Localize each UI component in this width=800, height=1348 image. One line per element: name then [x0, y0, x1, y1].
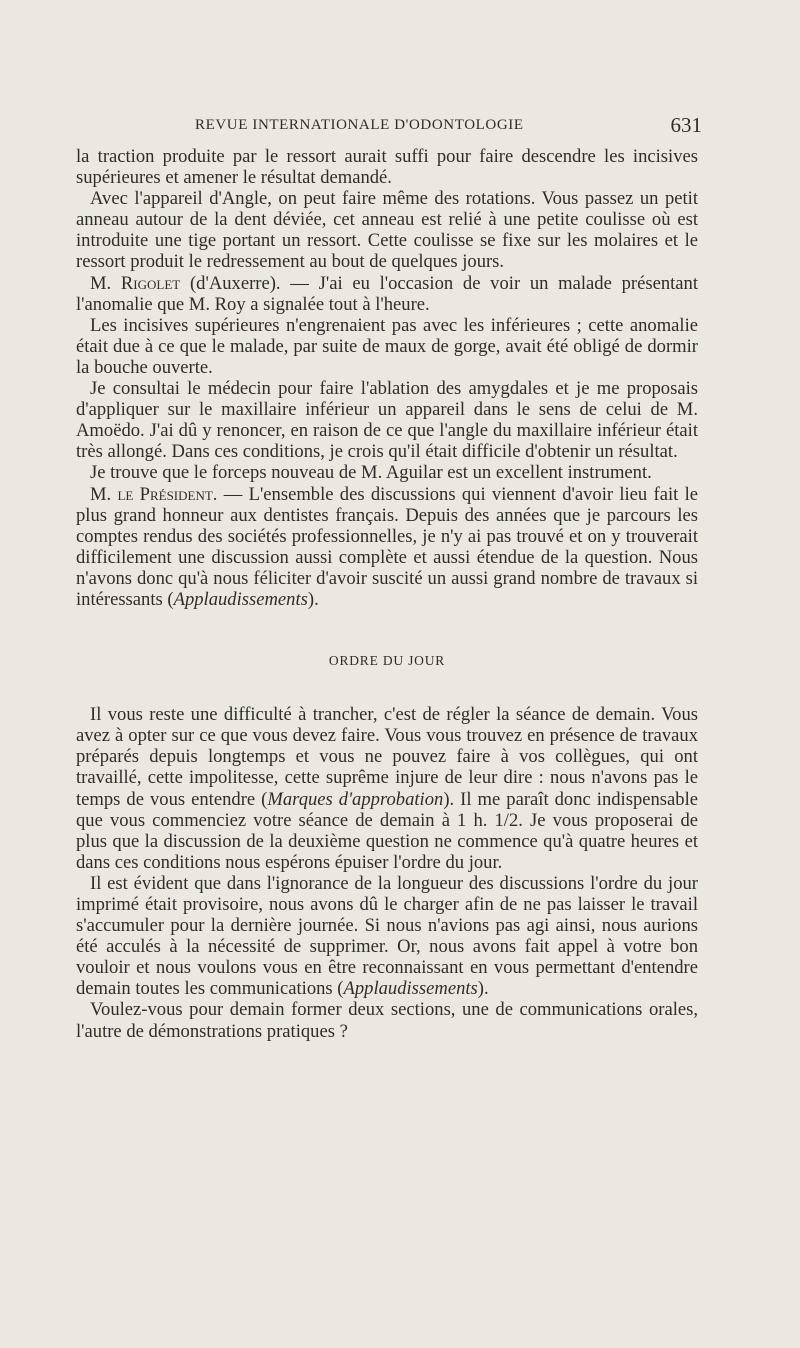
paragraph: M. Rigolet (d'Auxerre). — J'ai eu l'occasion de voir un malade présentant l'anomalie que M. Roy a signalée tout à l'heure.	[76, 272, 698, 315]
stage-direction: Applaudissements	[173, 588, 308, 610]
stage-direction: Marques d'approbation	[267, 788, 444, 810]
running-header	[195, 113, 710, 139]
section-heading: ORDRE DU JOUR	[328, 653, 446, 669]
paragraph: Il vous reste une difficulté à trancher, c'est de régler la séance de demain. Vous avez à opter sur ce que vous devez faire. Vous vous trouvez en présence de travaux préparés depuis longtemps et vous ne pouvez faire à vos collègues, qui ont travaillé, cette impolitesse, cette suprême injure de leur dire : nous n'avons pas le temps de vous entendre (Marques d'approbation). Il me paraît donc indispensable que vous commenciez votre séance de demain à 1 h. 1/2. Je vous proposerai de plus que la discussion de la deuxième question ne commence qu'à quatre heures et dans ces conditions nous espérons épuiser l'ordre du jour.	[76, 704, 699, 873]
page-number: 631	[670, 113, 702, 137]
paragraph: Je trouve que le forceps nouveau de M. Aguilar est un excellent instrument.	[90, 462, 652, 484]
paragraph: Il est évident que dans l'ignorance de la longueur des discussions l'ordre du jour imprimé était provisoire, nous avons dû le charger afin de ne pas laisser le travail s'accumuler pour la dernière journée. Si nous n'avions pas agi ainsi, nous aurions été acculés à la nécessité de supprimer. Or, nous avons fait appel à votre bon vouloir et nous voulons vous en être reconnaissant en vous permettant d'entendre demain toutes les communications (Applaudissements).	[76, 872, 698, 1000]
paragraph: Les incisives supérieures n'engrenaient pas avec les inférieures ; cette anomalie était due à ce que le malade, par suite de maux de gorge, avait été obligé de dormir la bouche ouverte.	[76, 314, 698, 378]
speaker-name: M. Rigolet	[90, 272, 181, 294]
paragraph: M. le Président. — L'ensemble des discussions qui viennent d'avoir lieu fait le plus grand honneur aux dentistes français. Depuis des années que je parcours les comptes rendus des sociétés professionnelles, je n'y ai pas trouvé et on y trouverait difficilement une discussion aussi complète et aussi étendue de la question. Nous n'avons donc qu'à nous féliciter d'avoir suscité un aussi grand nombre de travaux si intéressants (Applaudissements).	[76, 483, 698, 610]
body-text	[76, 146, 698, 1042]
paragraph: Je consultai le médecin pour faire l'ablation des amygdales et je me proposais d'appliquer sur le maxillaire inférieur un appareil dans le sens de celui de M. Amoëdo. J'ai dû y renoncer, en raison de ce que l'angle du maxillaire inférieur était très allongé. Dans ces conditions, je crois qu'il était difficile d'obtenir un résultat.	[76, 378, 698, 463]
speaker-name: M. le Président	[90, 483, 213, 505]
stage-direction: Applaudissements	[343, 978, 478, 1000]
journal-title: REVUE INTERNATIONALE D'ODONTOLOGIE	[195, 117, 524, 133]
paragraph: la traction produite par le ressort aurait suffi pour faire descendre les incisives supérieures et amener le résultat demandé.	[76, 146, 698, 189]
paragraph: Avec l'appareil d'Angle, on peut faire même des rotations. Vous passez un petit anneau autour de la dent déviée, cet anneau est relié à une petite coulisse où est introduite une tige portant un ressort. Cette coulisse se fixe sur les molaires et le ressort produit le redressement au bout de quelques jours.	[76, 188, 698, 273]
paragraph: Voulez-vous pour demain former deux sections, une de communications orales, l'autre de démonstrations pratiques ?	[76, 999, 698, 1042]
